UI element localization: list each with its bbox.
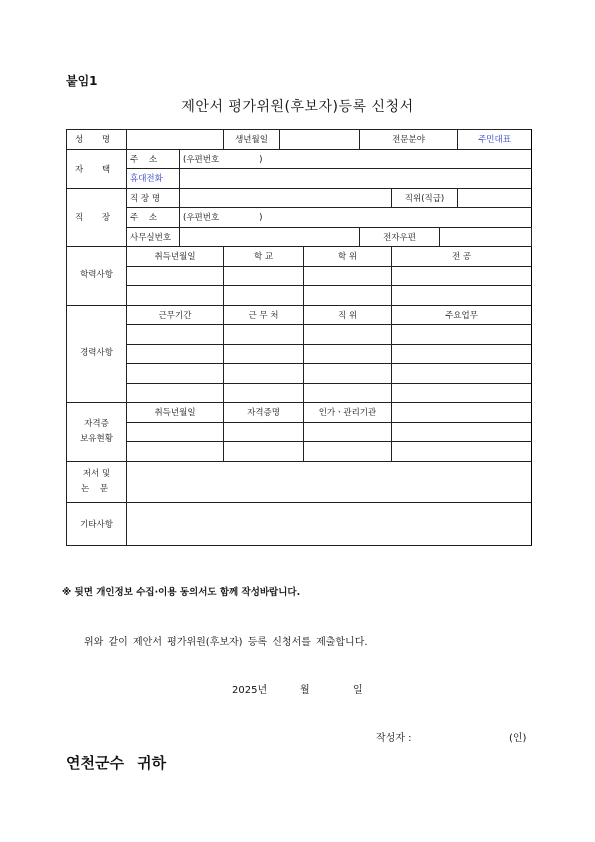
education-row xyxy=(67,286,532,306)
career-cell[interactable] xyxy=(392,325,532,345)
education-header-date: 취득년월일 xyxy=(127,247,224,267)
work-address-field[interactable] xyxy=(180,208,532,228)
career-cell[interactable] xyxy=(392,364,532,384)
certificate-cell[interactable] xyxy=(224,422,304,442)
career-cell[interactable] xyxy=(224,364,304,384)
publications-label-line2: 논 문 xyxy=(80,483,113,494)
birth-label: 생년월일 xyxy=(224,130,280,150)
other-label: 기타사항 xyxy=(67,502,127,545)
career-cell[interactable] xyxy=(224,344,304,364)
other-row xyxy=(67,502,532,545)
attachment-label: 붙임1 xyxy=(66,74,98,88)
education-header-row xyxy=(67,247,532,267)
certificate-section-line2: 보유현황 xyxy=(80,433,113,444)
career-cell[interactable] xyxy=(127,325,224,345)
basic-info-row xyxy=(67,130,532,150)
career-header-period: 근무기간 xyxy=(127,305,224,325)
career-header-duties: 주요업무 xyxy=(392,305,532,325)
home-address-label: 주 소 xyxy=(127,149,180,169)
submission-statement: 위와 같이 제안서 평가위원(후보자) 등록 신청서를 제출합니다. xyxy=(84,637,368,648)
education-cell[interactable] xyxy=(304,286,392,306)
certificate-cell[interactable] xyxy=(392,422,532,442)
career-cell[interactable] xyxy=(224,383,304,403)
work-postal-label: (우편번호 xyxy=(183,213,220,224)
home-postal-close: ) xyxy=(259,154,263,165)
work-address-label: 주 소 xyxy=(127,208,180,228)
work-contact-row xyxy=(67,227,532,247)
work-company-field[interactable] xyxy=(180,188,392,208)
career-header-workplace: 근 무 처 xyxy=(224,305,304,325)
recipient: 연천군수 귀하 xyxy=(66,754,167,772)
career-row xyxy=(67,364,532,384)
career-row xyxy=(67,344,532,364)
publications-label-line1: 저서 및 xyxy=(82,468,111,479)
certificate-header-authority: 인가ㆍ관리기관 xyxy=(304,403,392,423)
education-section-label: 학력사항 xyxy=(67,247,127,306)
email-field[interactable] xyxy=(440,227,532,247)
education-cell[interactable] xyxy=(224,286,304,306)
certificate-section-line1: 자격증 xyxy=(84,418,109,429)
career-cell[interactable] xyxy=(127,383,224,403)
certificate-cell[interactable] xyxy=(304,422,392,442)
birth-field[interactable] xyxy=(280,130,360,150)
career-cell[interactable] xyxy=(392,383,532,403)
education-cell[interactable] xyxy=(392,286,532,306)
home-address-field[interactable] xyxy=(180,149,532,169)
education-header-major: 전 공 xyxy=(392,247,532,267)
home-mobile-field[interactable] xyxy=(180,169,532,189)
work-address-row xyxy=(67,208,532,228)
name-label: 성 명 xyxy=(67,130,127,150)
work-company-row xyxy=(67,188,532,208)
home-address-row xyxy=(67,149,532,169)
certificate-cell[interactable] xyxy=(304,442,392,462)
publications-field[interactable] xyxy=(127,461,532,502)
career-cell[interactable] xyxy=(304,344,392,364)
date-day: 일 xyxy=(353,685,363,696)
name-field[interactable] xyxy=(127,130,224,150)
seal-label: (인) xyxy=(509,733,527,744)
certificate-cell[interactable] xyxy=(224,442,304,462)
career-cell[interactable] xyxy=(304,364,392,384)
home-mobile-row xyxy=(67,169,532,189)
career-cell[interactable] xyxy=(304,325,392,345)
date-month: 월 xyxy=(300,685,310,696)
certificate-cell[interactable] xyxy=(127,442,224,462)
date-year: 2025년 xyxy=(232,685,268,696)
career-header-row xyxy=(67,305,532,325)
publications-label xyxy=(67,461,127,502)
education-header-degree: 학 위 xyxy=(304,247,392,267)
work-postal-close: ) xyxy=(259,213,263,224)
office-phone-label: 사무실번호 xyxy=(127,227,180,247)
career-header-position: 직 위 xyxy=(304,305,392,325)
career-cell[interactable] xyxy=(127,344,224,364)
home-postal-label: (우편번호 xyxy=(183,154,220,165)
education-row xyxy=(67,266,532,286)
education-cell[interactable] xyxy=(224,266,304,286)
career-section-label: 경력사항 xyxy=(67,305,127,403)
other-field[interactable] xyxy=(127,502,532,545)
privacy-notice: ※ 뒷면 개인정보 수집·이용 동의서도 함께 작성바랍니다. xyxy=(62,587,301,598)
publications-row xyxy=(67,461,532,502)
work-section-label: 직 장 xyxy=(67,188,127,247)
certificate-header-name: 자격증명 xyxy=(224,403,304,423)
education-header-school: 학 교 xyxy=(224,247,304,267)
certificate-header-extra xyxy=(392,403,532,423)
field-label: 전문분야 xyxy=(360,130,458,150)
career-cell[interactable] xyxy=(224,325,304,345)
certificate-section-label xyxy=(67,403,127,462)
field-value[interactable]: 주민대표 xyxy=(458,130,532,150)
career-cell[interactable] xyxy=(127,364,224,384)
certificate-header-date: 취득년월일 xyxy=(127,403,224,423)
work-position-label: 직위(직급) xyxy=(392,188,458,208)
home-section-label: 자 택 xyxy=(67,149,127,188)
certificate-row xyxy=(67,442,532,462)
career-row xyxy=(67,325,532,345)
document-title: 제안서 평가위원(후보자)등록 신청서 xyxy=(181,99,414,115)
certificate-header-row xyxy=(67,403,532,423)
career-cell[interactable] xyxy=(304,383,392,403)
certificate-cell[interactable] xyxy=(127,422,224,442)
work-position-field[interactable] xyxy=(458,188,532,208)
education-cell[interactable] xyxy=(304,266,392,286)
education-cell[interactable] xyxy=(127,286,224,306)
education-cell[interactable] xyxy=(127,266,224,286)
office-phone-field[interactable] xyxy=(180,227,360,247)
career-cell[interactable] xyxy=(392,344,532,364)
certificate-cell[interactable] xyxy=(392,442,532,462)
writer-label: 작성자 : xyxy=(376,733,412,744)
career-row xyxy=(67,383,532,403)
education-cell[interactable] xyxy=(392,266,532,286)
certificate-row xyxy=(67,422,532,442)
email-label: 전자우편 xyxy=(360,227,440,247)
work-company-label: 직 장 명 xyxy=(127,188,180,208)
application-form-table xyxy=(66,129,532,546)
home-mobile-label: 휴대전화 xyxy=(127,169,180,189)
